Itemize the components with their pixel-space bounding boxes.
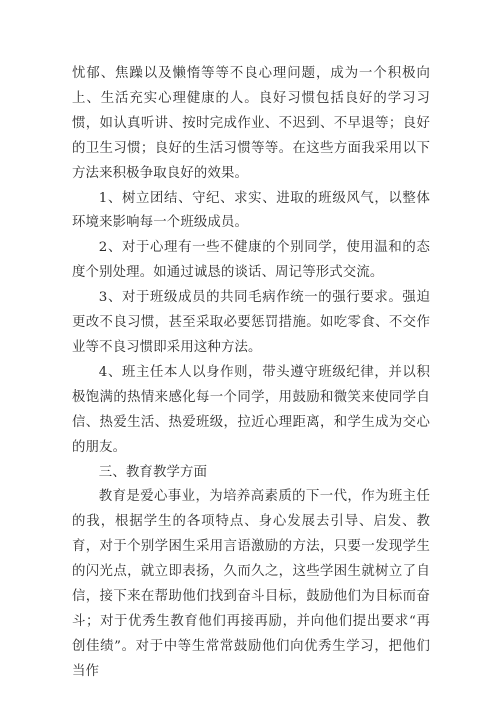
paragraph-item-1: 1、树立团结、守纪、求实、进取的班级风气，以整体环境来影响每一个班级成员。 (72, 190, 430, 231)
paragraph-item-3: 3、对于班级成员的共同毛病作统一的强行要求。强迫更改不良习惯，甚至采取必要惩罚措施。如吃零食、不交作业等不良习惯即采用这种方法。 (72, 290, 430, 355)
paragraph-continued: 忧郁、焦躁以及懒惰等等不良心理问题，成为一个积极向上、生活充实心理健康的人。良好习惯包括良好的学习习惯，如认真听讲、按时完成作业、不迟到、不早退等；良好的卫生习惯；良好的生活习惯等等。在这些方面我采用以下方法来积极争取良好的效果。 (72, 66, 430, 181)
document-body (72, 62, 430, 685)
paragraph-item-4: 4、班主任本人以身作则，带头遵守班级纪律，并以积极饱满的热情来感化每一个同学，用鼓励和微笑来使同学自信、热爱生活、热爱班级，拉近心理距离，和学生成为交心的朋友。 (72, 364, 430, 455)
paragraph-teaching: 教育是爱心事业，为培养高素质的下一代，作为班主任的我，根据学生的各项特点、身心发展去引导、启发、教育，对于个别学困生采用言语激励的方法，只要一发现学生的闪光点，就立即表扬，久而久之，这些学困生就树立了自信，接下来在帮助他们找到奋斗目标，鼓励他们为目标而奋斗；对于优秀生教育他们再接再励，并向他们提出要求“再创佳绩”。对于中等生常常鼓励他们向优秀生学习，把他们当作 (72, 489, 430, 679)
paragraph-item-2: 2、对于心理有一些不健康的个别同学，使用温和的态度个别处理。如通过诚恳的谈话、周记等形式交流。 (72, 240, 430, 281)
section-heading: 三、教育教学方面 (98, 464, 208, 480)
